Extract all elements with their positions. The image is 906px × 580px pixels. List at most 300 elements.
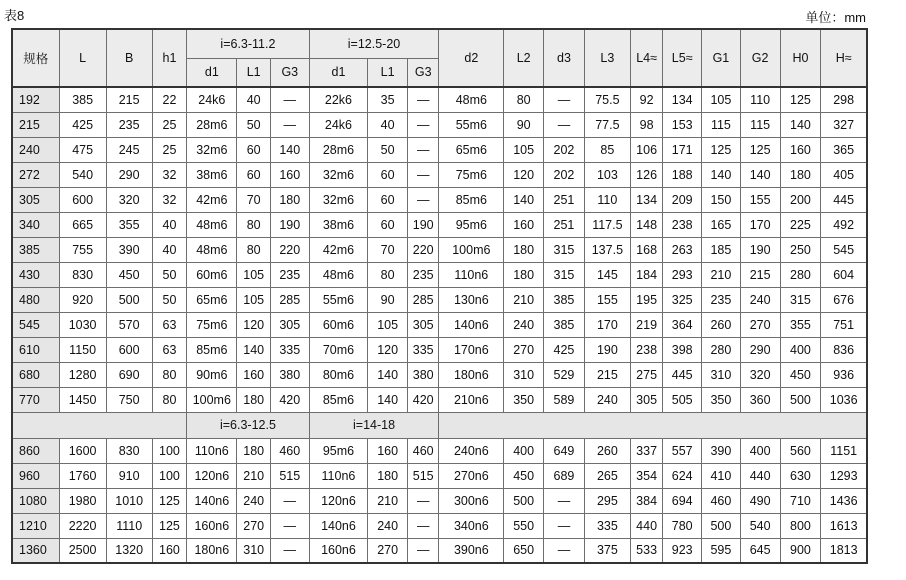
table-cell: 275 bbox=[630, 362, 662, 387]
table-caption: 表8 bbox=[4, 8, 25, 23]
col-header-L4: L4≈ bbox=[630, 29, 662, 87]
table-cell: 910 bbox=[106, 463, 152, 488]
table-cell: 202 bbox=[544, 137, 585, 162]
table-cell: 75m6 bbox=[439, 162, 504, 187]
table-cell: 60m6 bbox=[187, 262, 237, 287]
table-cell: 350 bbox=[702, 387, 741, 412]
table-cell: 560 bbox=[780, 438, 821, 463]
table-cell: 600 bbox=[106, 337, 152, 362]
col-header-G3-b: G3 bbox=[408, 58, 439, 87]
table-cell: 540 bbox=[740, 513, 780, 538]
table-cell: 515 bbox=[270, 463, 309, 488]
col-header-G1: G1 bbox=[702, 29, 741, 87]
table-row bbox=[12, 538, 867, 563]
table-cell: 63 bbox=[152, 312, 187, 337]
table-cell: 200 bbox=[780, 187, 821, 212]
table-cell: 450 bbox=[780, 362, 821, 387]
table-cell: 185 bbox=[702, 237, 741, 262]
table-cell: 360 bbox=[740, 387, 780, 412]
table-cell: 90 bbox=[368, 287, 408, 312]
table-cell: 260 bbox=[702, 312, 741, 337]
table-cell: 148 bbox=[630, 212, 662, 237]
table-cell: 350 bbox=[504, 387, 544, 412]
table-cell: 48m6 bbox=[187, 237, 237, 262]
table-cell: 690 bbox=[106, 362, 152, 387]
row-spec-cell: 1360 bbox=[12, 538, 59, 563]
table-cell: 235 bbox=[702, 287, 741, 312]
table-cell: 251 bbox=[544, 187, 585, 212]
table-cell: 650 bbox=[504, 538, 544, 563]
table-cell: 500 bbox=[702, 513, 741, 538]
table-cell: 545 bbox=[821, 237, 867, 262]
table-cell: 110 bbox=[740, 87, 780, 112]
table-cell: 184 bbox=[630, 262, 662, 287]
table-cell: 385 bbox=[544, 287, 585, 312]
table-cell: 48m6 bbox=[309, 262, 368, 287]
table-cell: 70 bbox=[237, 187, 270, 212]
table-cell: 1010 bbox=[106, 488, 152, 513]
table-cell: 210n6 bbox=[439, 387, 504, 412]
table-cell: 110n6 bbox=[309, 463, 368, 488]
table-cell: 140 bbox=[780, 112, 821, 137]
table-cell: 263 bbox=[663, 237, 702, 262]
col-header-d2: d2 bbox=[439, 29, 504, 87]
table-cell: 160 bbox=[504, 212, 544, 237]
table-cell: 80 bbox=[152, 387, 187, 412]
row-spec-cell: 272 bbox=[12, 162, 59, 187]
table-cell: 28m6 bbox=[309, 137, 368, 162]
table-cell: 105 bbox=[237, 287, 270, 312]
table-cell: — bbox=[408, 488, 439, 513]
table-cell: 425 bbox=[59, 112, 106, 137]
table-cell: 115 bbox=[702, 112, 741, 137]
row-spec-cell: 1080 bbox=[12, 488, 59, 513]
table-cell: 235 bbox=[408, 262, 439, 287]
table-cell: 365 bbox=[821, 137, 867, 162]
col-header-h1: h1 bbox=[152, 29, 187, 87]
table-cell: 475 bbox=[59, 137, 106, 162]
table-cell: 160 bbox=[270, 162, 309, 187]
table-cell: 800 bbox=[780, 513, 821, 538]
table-cell: 40 bbox=[237, 87, 270, 112]
table-cell: — bbox=[544, 87, 585, 112]
table-cell: 160n6 bbox=[309, 538, 368, 563]
table-cell: 126 bbox=[630, 162, 662, 187]
table-cell: 98 bbox=[630, 112, 662, 137]
col-group-ratio-1: i=6.3-11.2 bbox=[187, 29, 309, 58]
table-cell: 80m6 bbox=[309, 362, 368, 387]
table-cell: 460 bbox=[408, 438, 439, 463]
table-cell: 290 bbox=[740, 337, 780, 362]
table-cell: 100 bbox=[152, 463, 187, 488]
table-body-upper bbox=[12, 87, 867, 412]
table-cell: 120 bbox=[504, 162, 544, 187]
table-cell: 70 bbox=[368, 237, 408, 262]
table-cell: 2500 bbox=[59, 538, 106, 563]
table-cell: — bbox=[408, 538, 439, 563]
table-cell: 168 bbox=[630, 237, 662, 262]
row-spec-cell: 385 bbox=[12, 237, 59, 262]
table-cell: 645 bbox=[740, 538, 780, 563]
table-cell: 50 bbox=[152, 262, 187, 287]
table-cell: 405 bbox=[821, 162, 867, 187]
table-cell: 140 bbox=[504, 187, 544, 212]
col-header-H0: H0 bbox=[780, 29, 821, 87]
table-cell: — bbox=[270, 112, 309, 137]
table-cell: 63 bbox=[152, 337, 187, 362]
table-cell: 140 bbox=[368, 387, 408, 412]
table-cell: 105 bbox=[237, 262, 270, 287]
table-cell: 290 bbox=[106, 162, 152, 187]
table-cell: 140n6 bbox=[439, 312, 504, 337]
col-header-L5: L5≈ bbox=[663, 29, 702, 87]
table-cell: 32 bbox=[152, 187, 187, 212]
table-cell: 180n6 bbox=[439, 362, 504, 387]
table-cell: 251 bbox=[544, 212, 585, 237]
row-spec-cell: 240 bbox=[12, 137, 59, 162]
table-cell: 298 bbox=[821, 87, 867, 112]
row-spec-cell: 305 bbox=[12, 187, 59, 212]
table-cell: 649 bbox=[544, 438, 585, 463]
table-cell: 305 bbox=[408, 312, 439, 337]
table-cell: 80 bbox=[152, 362, 187, 387]
table-cell: 240 bbox=[368, 513, 408, 538]
table-cell: 1980 bbox=[59, 488, 106, 513]
table-cell: 180 bbox=[368, 463, 408, 488]
table-cell: 125 bbox=[702, 137, 741, 162]
table-row bbox=[12, 312, 867, 337]
table-cell: — bbox=[408, 187, 439, 212]
table-cell: 22 bbox=[152, 87, 187, 112]
table-cell: 50 bbox=[237, 112, 270, 137]
table-cell: 105 bbox=[504, 137, 544, 162]
table-cell: 65m6 bbox=[187, 287, 237, 312]
table-row bbox=[12, 162, 867, 187]
row-spec-cell: 860 bbox=[12, 438, 59, 463]
subheader-row bbox=[12, 412, 867, 438]
table-cell: 180 bbox=[504, 237, 544, 262]
table-cell: 140 bbox=[270, 137, 309, 162]
table-cell: 384 bbox=[630, 488, 662, 513]
table-cell: 630 bbox=[780, 463, 821, 488]
table-cell: 923 bbox=[663, 538, 702, 563]
table-cell: 354 bbox=[630, 463, 662, 488]
table-cell: 40 bbox=[152, 212, 187, 237]
table-row bbox=[12, 187, 867, 212]
table-cell: 125 bbox=[152, 488, 187, 513]
table-cell: 1436 bbox=[821, 488, 867, 513]
table-cell: 150 bbox=[702, 187, 741, 212]
table-cell: 225 bbox=[780, 212, 821, 237]
table-cell: 60 bbox=[368, 162, 408, 187]
table-cell: 260 bbox=[584, 438, 630, 463]
col-header-L1-b: L1 bbox=[368, 58, 408, 87]
table-cell: 188 bbox=[663, 162, 702, 187]
table-cell: 42m6 bbox=[187, 187, 237, 212]
table-cell: 190 bbox=[740, 237, 780, 262]
table-cell: 80 bbox=[237, 237, 270, 262]
table-cell: 400 bbox=[504, 438, 544, 463]
table-cell: 265 bbox=[584, 463, 630, 488]
table-cell: 170 bbox=[584, 312, 630, 337]
table-cell: 40 bbox=[368, 112, 408, 137]
table-cell: 420 bbox=[270, 387, 309, 412]
col-header-L1-a: L1 bbox=[237, 58, 270, 87]
table-cell: 315 bbox=[780, 287, 821, 312]
table-cell: 220 bbox=[270, 237, 309, 262]
table-cell: 145 bbox=[584, 262, 630, 287]
table-cell: 557 bbox=[663, 438, 702, 463]
table-cell: 210 bbox=[368, 488, 408, 513]
row-spec-cell: 960 bbox=[12, 463, 59, 488]
col-header-B: B bbox=[106, 29, 152, 87]
table-cell: 400 bbox=[780, 337, 821, 362]
table-cell: 305 bbox=[630, 387, 662, 412]
table-cell: 134 bbox=[663, 87, 702, 112]
table-cell: — bbox=[408, 162, 439, 187]
table-cell: 492 bbox=[821, 212, 867, 237]
table-cell: — bbox=[544, 513, 585, 538]
table-cell: 100 bbox=[152, 438, 187, 463]
table-cell: 95m6 bbox=[309, 438, 368, 463]
table-cell: 1030 bbox=[59, 312, 106, 337]
table-cell: 202 bbox=[544, 162, 585, 187]
table-cell: 440 bbox=[740, 463, 780, 488]
table-cell: 140n6 bbox=[187, 488, 237, 513]
table-cell: 215 bbox=[106, 87, 152, 112]
table-cell: 38m6 bbox=[309, 212, 368, 237]
table-cell: 300n6 bbox=[439, 488, 504, 513]
table-cell: 110n6 bbox=[187, 438, 237, 463]
unit-label: 单位：mm bbox=[805, 10, 866, 25]
table-cell: 250 bbox=[780, 237, 821, 262]
table-cell: 215 bbox=[584, 362, 630, 387]
table-cell: 75.5 bbox=[584, 87, 630, 112]
table-cell: 1151 bbox=[821, 438, 867, 463]
table-cell: 689 bbox=[544, 463, 585, 488]
row-spec-cell: 215 bbox=[12, 112, 59, 137]
table-cell: 420 bbox=[408, 387, 439, 412]
table-cell: 270n6 bbox=[439, 463, 504, 488]
table-cell: 100m6 bbox=[439, 237, 504, 262]
table-row bbox=[12, 463, 867, 488]
table-cell: 130n6 bbox=[439, 287, 504, 312]
table-cell: — bbox=[544, 538, 585, 563]
table-cell: 120n6 bbox=[309, 488, 368, 513]
table-cell: 515 bbox=[408, 463, 439, 488]
col-header-d1-b: d1 bbox=[309, 58, 368, 87]
table-cell: 38m6 bbox=[187, 162, 237, 187]
table-cell: 85m6 bbox=[187, 337, 237, 362]
table-cell: 120n6 bbox=[187, 463, 237, 488]
table-cell: — bbox=[270, 538, 309, 563]
table-row bbox=[12, 488, 867, 513]
col-header-G3-a: G3 bbox=[270, 58, 309, 87]
table-cell: 355 bbox=[106, 212, 152, 237]
table-cell: 140 bbox=[368, 362, 408, 387]
table-cell: 160 bbox=[780, 137, 821, 162]
table-cell: 755 bbox=[59, 237, 106, 262]
table-cell: 1150 bbox=[59, 337, 106, 362]
table-row bbox=[12, 262, 867, 287]
table-cell: 270 bbox=[368, 538, 408, 563]
table-cell: 120 bbox=[237, 312, 270, 337]
col-header-spec: 规格 bbox=[12, 29, 59, 87]
table-row bbox=[12, 212, 867, 237]
table-cell: 137.5 bbox=[584, 237, 630, 262]
table-cell: 310 bbox=[504, 362, 544, 387]
table-cell: 180 bbox=[237, 387, 270, 412]
table-cell: 28m6 bbox=[187, 112, 237, 137]
row-spec-cell: 430 bbox=[12, 262, 59, 287]
table-cell: 60m6 bbox=[309, 312, 368, 337]
table-cell: 540 bbox=[59, 162, 106, 187]
table-cell: 390n6 bbox=[439, 538, 504, 563]
table-cell: 180 bbox=[270, 187, 309, 212]
table-row bbox=[12, 112, 867, 137]
table-cell: 60 bbox=[237, 137, 270, 162]
table-cell: 190 bbox=[584, 337, 630, 362]
table-cell: 32 bbox=[152, 162, 187, 187]
table-row bbox=[12, 513, 867, 538]
table-cell: 238 bbox=[663, 212, 702, 237]
table-cell: 125 bbox=[780, 87, 821, 112]
table-cell: 398 bbox=[663, 337, 702, 362]
subheader-ratio-2: i=14-18 bbox=[309, 412, 439, 438]
table-cell: 320 bbox=[106, 187, 152, 212]
col-header-d3: d3 bbox=[544, 29, 585, 87]
row-spec-cell: 545 bbox=[12, 312, 59, 337]
row-spec-cell: 680 bbox=[12, 362, 59, 387]
table-cell: 92 bbox=[630, 87, 662, 112]
table-cell: 505 bbox=[663, 387, 702, 412]
table-cell: 570 bbox=[106, 312, 152, 337]
table-cell: 125 bbox=[740, 137, 780, 162]
table-cell: 440 bbox=[630, 513, 662, 538]
table-cell: 1600 bbox=[59, 438, 106, 463]
table-cell: 160 bbox=[368, 438, 408, 463]
table-cell: 220 bbox=[408, 237, 439, 262]
table-cell: 285 bbox=[270, 287, 309, 312]
table-cell: 40 bbox=[152, 237, 187, 262]
table-cell: 604 bbox=[821, 262, 867, 287]
table-cell: 500 bbox=[504, 488, 544, 513]
table-cell: 140 bbox=[740, 162, 780, 187]
table-cell: 180n6 bbox=[187, 538, 237, 563]
table-row bbox=[12, 137, 867, 162]
table-cell: 270 bbox=[504, 337, 544, 362]
table-cell: 364 bbox=[663, 312, 702, 337]
table-cell: 160n6 bbox=[187, 513, 237, 538]
table-cell: 325 bbox=[663, 287, 702, 312]
table-cell: 32m6 bbox=[187, 137, 237, 162]
table-cell: 390 bbox=[702, 438, 741, 463]
table-cell: 1760 bbox=[59, 463, 106, 488]
table-cell: 60 bbox=[368, 212, 408, 237]
table-cell: 103 bbox=[584, 162, 630, 187]
table-row bbox=[12, 87, 867, 112]
row-spec-cell: 480 bbox=[12, 287, 59, 312]
table-cell: 750 bbox=[106, 387, 152, 412]
table-cell: 270 bbox=[237, 513, 270, 538]
table-cell: 305 bbox=[270, 312, 309, 337]
table-cell: 153 bbox=[663, 112, 702, 137]
table-cell: 50 bbox=[152, 287, 187, 312]
table-cell: 460 bbox=[702, 488, 741, 513]
table-cell: 280 bbox=[780, 262, 821, 287]
table-cell: 180 bbox=[237, 438, 270, 463]
table-cell: 240 bbox=[740, 287, 780, 312]
table-cell: 100m6 bbox=[187, 387, 237, 412]
subheader-ratio-1: i=6.3-12.5 bbox=[187, 412, 309, 438]
table-cell: 65m6 bbox=[439, 137, 504, 162]
table-cell: 410 bbox=[702, 463, 741, 488]
table-cell: 1293 bbox=[821, 463, 867, 488]
table-cell: 60 bbox=[368, 187, 408, 212]
table-cell: 209 bbox=[663, 187, 702, 212]
table-cell: 32m6 bbox=[309, 162, 368, 187]
table-cell: 170 bbox=[740, 212, 780, 237]
table-cell: 85 bbox=[584, 137, 630, 162]
table-cell: 380 bbox=[408, 362, 439, 387]
table-cell: 25 bbox=[152, 137, 187, 162]
col-header-L3: L3 bbox=[584, 29, 630, 87]
table-cell: 450 bbox=[106, 262, 152, 287]
table-cell: 165 bbox=[702, 212, 741, 237]
table-cell: 240 bbox=[237, 488, 270, 513]
table-cell: 155 bbox=[584, 287, 630, 312]
table-cell: — bbox=[544, 112, 585, 137]
table-cell: 170n6 bbox=[439, 337, 504, 362]
row-spec-cell: 610 bbox=[12, 337, 59, 362]
table-cell: — bbox=[408, 87, 439, 112]
row-spec-cell: 1210 bbox=[12, 513, 59, 538]
table-cell: 533 bbox=[630, 538, 662, 563]
table-cell: 55m6 bbox=[439, 112, 504, 137]
col-header-L: L bbox=[59, 29, 106, 87]
table-row bbox=[12, 287, 867, 312]
table-cell: 665 bbox=[59, 212, 106, 237]
table-cell: 1320 bbox=[106, 538, 152, 563]
table-cell: 550 bbox=[504, 513, 544, 538]
table-cell: 295 bbox=[584, 488, 630, 513]
table-cell: 240 bbox=[504, 312, 544, 337]
table-cell: 48m6 bbox=[187, 212, 237, 237]
subheader-blank-left bbox=[12, 412, 187, 438]
table-cell: 171 bbox=[663, 137, 702, 162]
col-header-H: H≈ bbox=[821, 29, 867, 87]
table-cell: 210 bbox=[702, 262, 741, 287]
table-cell: 337 bbox=[630, 438, 662, 463]
table-cell: 32m6 bbox=[309, 187, 368, 212]
table-cell: 42m6 bbox=[309, 237, 368, 262]
table-cell: 390 bbox=[106, 237, 152, 262]
table-cell: 106 bbox=[630, 137, 662, 162]
table-cell: 50 bbox=[368, 137, 408, 162]
table-cell: 219 bbox=[630, 312, 662, 337]
table-cell: 80 bbox=[504, 87, 544, 112]
table-cell: 105 bbox=[702, 87, 741, 112]
table-cell: 75m6 bbox=[187, 312, 237, 337]
table-cell: 460 bbox=[270, 438, 309, 463]
table-cell: — bbox=[270, 87, 309, 112]
table-cell: 320 bbox=[740, 362, 780, 387]
table-cell: 235 bbox=[270, 262, 309, 287]
table-cell: 1280 bbox=[59, 362, 106, 387]
table-cell: 676 bbox=[821, 287, 867, 312]
table-cell: 280 bbox=[702, 337, 741, 362]
table-cell: 240n6 bbox=[439, 438, 504, 463]
